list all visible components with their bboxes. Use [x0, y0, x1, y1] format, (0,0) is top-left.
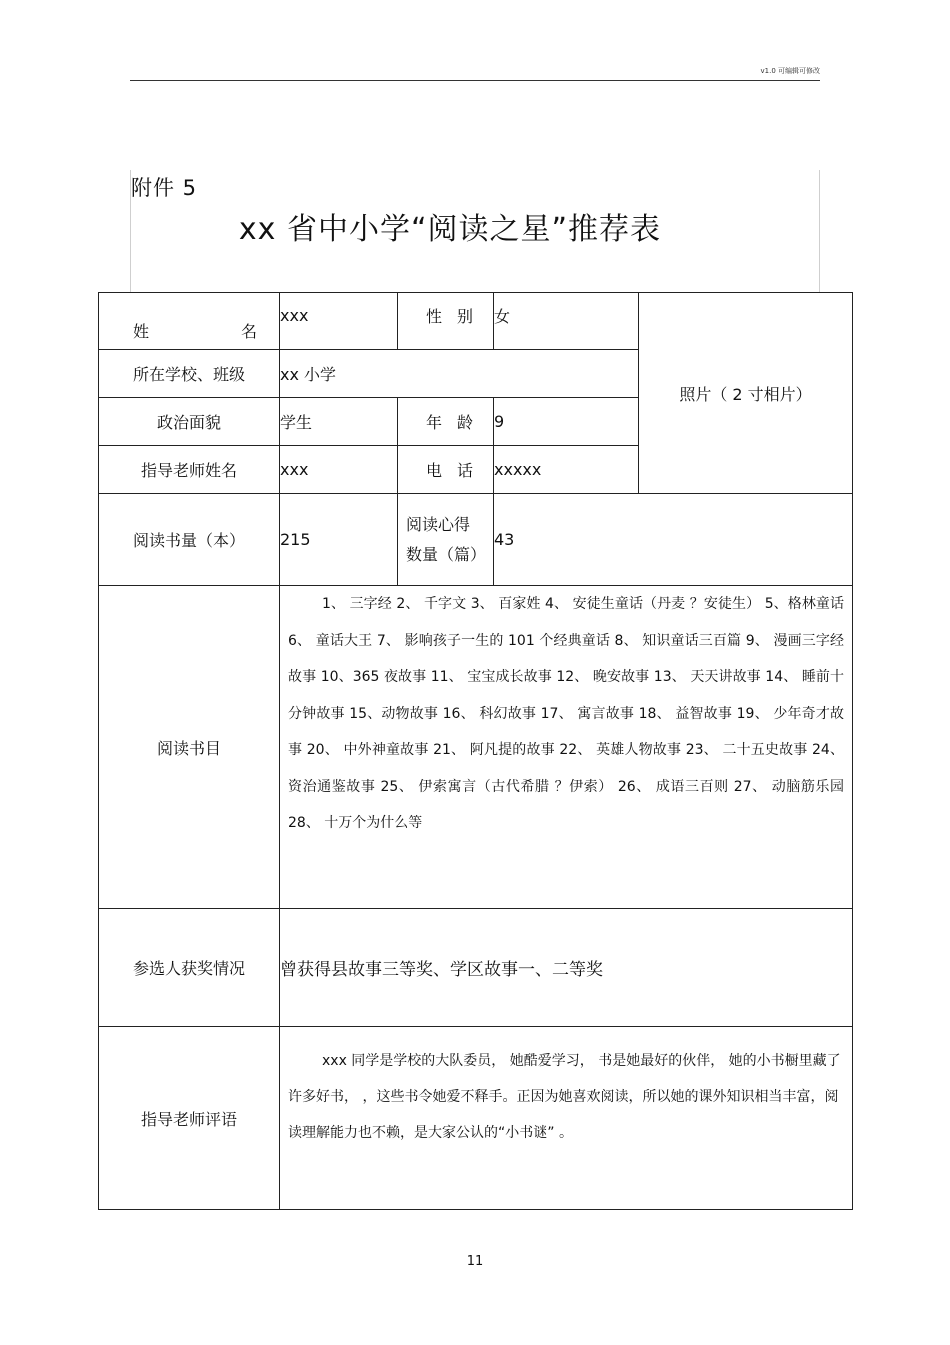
phone-label-a: 电: [426, 461, 443, 480]
comment-text: xxx 同学是学校的大队委员， 她酷爱学习， 书是她最好的伙伴， 她的小书橱里藏了许多好书， ，这些书令她爱不释手。正因为她喜欢阅读，所以她的课外知识相当丰富，阅读理解能力也不赖，是大家公认的“小书谜” 。: [288, 1053, 841, 1141]
recommendation-form: [98, 292, 853, 1210]
name-value: [280, 293, 398, 350]
attachment-label: 附件 5: [131, 176, 198, 200]
margin-line-right: [819, 170, 820, 292]
booklist-label: 阅读书目: [99, 586, 280, 909]
header-rule: [130, 80, 820, 81]
political-label: 政治面貌: [99, 398, 280, 446]
awards-label: 参选人获奖情况: [99, 909, 280, 1027]
political-value: 学生: [280, 398, 398, 446]
name-value-text: xxx: [280, 305, 309, 325]
teacher-value: xxx: [280, 446, 398, 494]
name-label-a: 姓: [133, 321, 150, 341]
notes-label-cell: [398, 494, 494, 586]
name-label-b: 名: [240, 321, 257, 341]
age-label-b: 龄: [456, 413, 473, 432]
phone-label-b: 话: [456, 461, 473, 480]
booklist-text: 1、 三字经 2、 千字文 3、 百家姓 4、 安徒生童话（丹麦 ？安徒生） 5、格林童话 6、 童话大王 7、 影响孩子一生的 101 个经典童话 8、 知识童话三百篇 9、 漫画三字经故事 10、365 夜故事 11、 宝宝成长故事 12、 晚安故事 13、 天天讲故事 14、 睡前十分钟故事 15、动物故事 16、 科幻故事 17、 寓言故事 18、 益智故事 19、 少年奇才故事 20、 中外神童故事 21、 阿凡提的故事 22、 英雄人物故事 23、 二十五史故事 24、 资治通鉴故事 25、 伊索寓言（古代希腊 ？伊索） 26、 成语三百则 27、 动脑筋乐园 28、 十万个为什么等: [288, 596, 844, 831]
gender-value: [494, 293, 639, 350]
notes-value: 43: [494, 494, 853, 586]
gender-label-cell: [398, 293, 494, 350]
teacher-label: 指导老师姓名: [99, 446, 280, 494]
comment-label: 指导老师评语: [99, 1027, 280, 1210]
school-label: 所在学校、班级: [99, 350, 280, 398]
gender-value-text: 女: [494, 306, 511, 326]
notes-label-line1: 阅读心得: [406, 514, 471, 534]
page-title: xx 省中小学“阅读之星”推荐表: [238, 212, 662, 247]
comment-cell: [280, 1027, 853, 1210]
phone-value: xxxxx: [494, 446, 639, 494]
awards-value: 曾获得县故事三等奖、学区故事一、二等奖: [280, 909, 853, 1027]
name-label-cell: [99, 293, 280, 350]
books-count-value: 215: [280, 494, 398, 586]
books-count-label: 阅读书量（本）: [99, 494, 280, 586]
version-note: v1.0 可编辑可修改: [760, 67, 820, 75]
page-number: 11: [466, 1254, 484, 1269]
age-label-cell: [398, 398, 494, 446]
photo-cell: [639, 293, 853, 494]
photo-label: 照片（ 2 寸相片）: [679, 384, 812, 404]
school-value: xx 小学: [280, 350, 639, 398]
phone-label-cell: [398, 446, 494, 494]
age-label-a: 年: [426, 413, 443, 432]
notes-label-line2: 数量（篇）: [406, 544, 487, 564]
booklist-cell: [280, 586, 853, 909]
age-value: 9: [494, 398, 639, 446]
gender-label-b: 别: [456, 306, 473, 326]
gender-label-a: 性: [426, 306, 443, 326]
